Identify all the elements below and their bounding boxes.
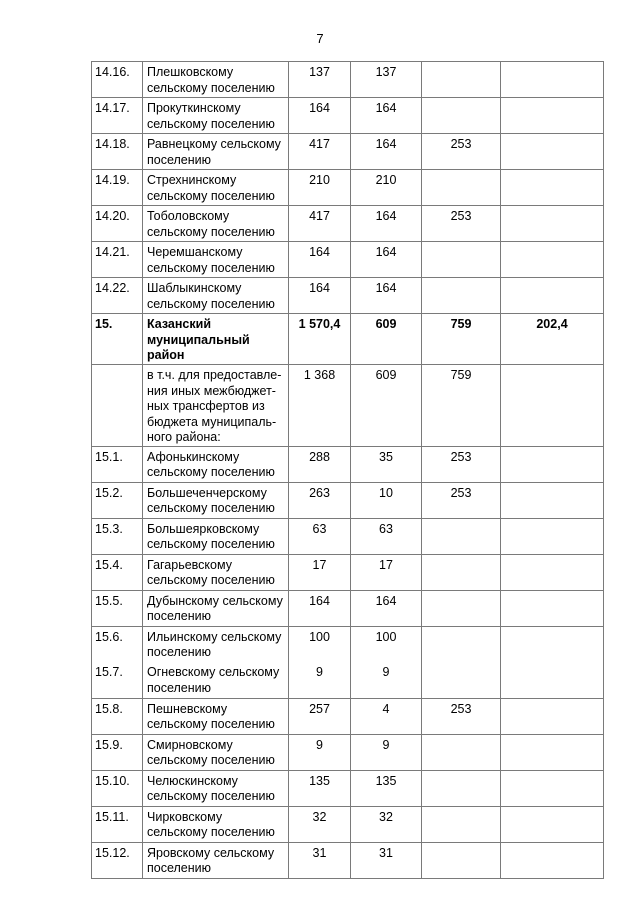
amount-col-3 — [501, 446, 604, 482]
recipient-name — [143, 98, 289, 134]
recipient-name — [143, 206, 289, 242]
amount-col-1 — [351, 806, 422, 842]
amount-col-1 — [351, 482, 422, 518]
amount-col-2 — [422, 278, 501, 314]
table-row — [92, 806, 604, 842]
recipient-name-text: Огневскому сельскому поселению — [147, 665, 280, 695]
amount-col-1-text: 17 — [379, 557, 393, 572]
recipient-name — [143, 365, 289, 447]
recipient-name-text: в т.ч. для предоставле- ния иных межбюджет- ных трансфертов из бюджета муниципаль- ного района: — [147, 368, 282, 444]
row-number-text: 15.10. — [95, 773, 130, 788]
amount-col-3 — [501, 626, 604, 662]
recipient-name — [143, 842, 289, 878]
row-number — [92, 590, 143, 626]
amount-col-1-text: 164 — [375, 101, 397, 115]
amount-col-1 — [351, 554, 422, 590]
table-row — [92, 206, 604, 242]
row-number-text: 14.20. — [95, 209, 130, 223]
total-amount-text: 137 — [309, 65, 330, 79]
row-number-text: 15. — [95, 317, 113, 331]
total-amount-text: 164 — [309, 245, 330, 259]
amount-col-3 — [501, 278, 604, 314]
amount-col-2 — [422, 134, 501, 170]
row-number-text: 14.21. — [95, 245, 130, 259]
amount-col-2 — [422, 770, 501, 806]
amount-col-2 — [422, 806, 501, 842]
total-amount — [289, 365, 351, 447]
row-number — [92, 482, 143, 518]
amount-col-1 — [351, 134, 422, 170]
row-number — [92, 626, 143, 662]
recipient-name-text: Стрехнинскому сельскому поселению — [147, 173, 275, 203]
total-amount — [289, 62, 351, 98]
total-amount-text: 263 — [309, 485, 330, 500]
total-amount-text: 9 — [316, 665, 323, 679]
total-amount — [289, 134, 351, 170]
amount-col-2 — [422, 554, 501, 590]
amount-col-1 — [351, 518, 422, 554]
row-number — [92, 770, 143, 806]
table-row — [92, 662, 604, 698]
row-number — [92, 698, 143, 734]
row-number — [92, 806, 143, 842]
table-row — [92, 62, 604, 98]
amount-col-3 — [501, 206, 604, 242]
amount-col-2 — [422, 98, 501, 134]
total-amount — [289, 626, 351, 662]
total-amount-text: 1 368 — [303, 368, 336, 382]
row-number-text: 15.6. — [95, 629, 123, 644]
recipient-name-text: Дубынскому сельскому поселению — [147, 593, 283, 623]
amount-col-2 — [422, 206, 501, 242]
total-amount — [289, 770, 351, 806]
recipient-name-text: Плешковскому сельскому поселению — [147, 65, 275, 95]
total-amount — [289, 554, 351, 590]
recipient-name — [143, 770, 289, 806]
amount-col-3 — [501, 242, 604, 278]
total-amount-text: 417 — [309, 209, 330, 223]
recipient-name — [143, 518, 289, 554]
amount-col-3 — [501, 554, 604, 590]
total-amount-text: 417 — [309, 137, 330, 151]
table-row — [92, 365, 604, 447]
amount-col-2-text: 253 — [450, 485, 472, 500]
recipient-name — [143, 278, 289, 314]
amount-col-1-text: 164 — [375, 593, 397, 608]
recipient-name — [143, 170, 289, 206]
table-row — [92, 770, 604, 806]
recipient-name-text: Черемшанскому сельскому поселению — [147, 245, 275, 275]
amount-col-1 — [351, 98, 422, 134]
total-amount — [289, 518, 351, 554]
row-number-text: 15.8. — [95, 701, 123, 716]
amount-col-3 — [501, 770, 604, 806]
total-amount-text: 164 — [309, 281, 330, 295]
amount-col-3 — [501, 734, 604, 770]
recipient-name — [143, 590, 289, 626]
amount-col-1 — [351, 770, 422, 806]
amount-col-2-text: 759 — [450, 317, 472, 331]
recipient-name — [143, 698, 289, 734]
amount-col-1-text: 9 — [382, 665, 390, 679]
total-amount-text: 100 — [309, 629, 330, 644]
amount-col-1 — [351, 446, 422, 482]
amount-col-2-text: 253 — [450, 137, 472, 151]
row-number — [92, 365, 143, 447]
row-number-text: 15.1. — [95, 449, 123, 464]
total-amount-text: 164 — [309, 593, 330, 608]
recipient-name-text: Афонькинскому сельскому поселению — [147, 449, 275, 479]
amount-col-2 — [422, 626, 501, 662]
amount-col-3 — [501, 590, 604, 626]
table-row — [92, 518, 604, 554]
row-number — [92, 134, 143, 170]
row-number — [92, 662, 143, 698]
amount-col-1 — [351, 842, 422, 878]
amount-col-1-text: 164 — [375, 209, 397, 223]
table-row — [92, 98, 604, 134]
total-amount-text: 9 — [316, 737, 323, 752]
row-number-text: 15.4. — [95, 557, 123, 572]
row-number-text: 15.3. — [95, 521, 123, 536]
amount-col-2 — [422, 242, 501, 278]
total-amount-text: 288 — [309, 449, 330, 464]
amount-col-1-text: 35 — [379, 449, 393, 464]
total-amount — [289, 314, 351, 365]
amount-col-3 — [501, 662, 604, 698]
amount-col-3-text: 202,4 — [536, 317, 568, 331]
row-number — [92, 314, 143, 365]
amount-col-3 — [501, 62, 604, 98]
amount-col-2 — [422, 590, 501, 626]
table-row — [92, 170, 604, 206]
amount-col-2 — [422, 170, 501, 206]
amount-col-1 — [351, 206, 422, 242]
page-number: 7 — [316, 31, 324, 46]
recipient-name-text: Чирковскому сельскому поселению — [147, 809, 275, 839]
amount-col-2-text: 253 — [450, 449, 472, 464]
amount-col-1-text: 10 — [379, 485, 393, 500]
amount-col-1-text: 63 — [379, 521, 393, 536]
recipient-name — [143, 62, 289, 98]
amount-col-3 — [501, 314, 604, 365]
table-row — [92, 278, 604, 314]
row-number-text: 15.5. — [95, 593, 123, 608]
amount-col-1-text: 135 — [375, 773, 397, 788]
amount-col-1-text: 609 — [375, 368, 397, 382]
table-row — [92, 134, 604, 170]
row-number-text: 15.12. — [95, 845, 130, 860]
total-amount — [289, 734, 351, 770]
row-number-text: 15.2. — [95, 485, 123, 500]
amount-col-1-text: 32 — [379, 809, 393, 824]
total-amount — [289, 842, 351, 878]
total-amount — [289, 446, 351, 482]
row-number-text: 14.19. — [95, 173, 130, 187]
budget-table-body — [92, 62, 604, 879]
recipient-name — [143, 662, 289, 698]
total-amount-text: 17 — [312, 557, 327, 572]
recipient-name — [143, 482, 289, 518]
total-amount — [289, 698, 351, 734]
amount-col-1 — [351, 62, 422, 98]
total-amount — [289, 590, 351, 626]
row-number — [92, 734, 143, 770]
recipient-name-text: Прокуткинскому сельскому поселению — [147, 101, 275, 131]
total-amount-text: 257 — [309, 701, 330, 716]
amount-col-1 — [351, 590, 422, 626]
row-number-text: 14.22. — [95, 281, 130, 295]
row-number-text: 14.16. — [95, 65, 130, 79]
table-row — [92, 482, 604, 518]
amount-col-2 — [422, 482, 501, 518]
amount-col-2 — [422, 698, 501, 734]
amount-col-2 — [422, 446, 501, 482]
amount-col-2 — [422, 518, 501, 554]
amount-col-2 — [422, 314, 501, 365]
amount-col-1 — [351, 626, 422, 662]
amount-col-2-text: 253 — [450, 701, 472, 716]
amount-col-3 — [501, 842, 604, 878]
amount-col-1 — [351, 314, 422, 365]
recipient-name-text: Шаблыкинскому сельскому поселению — [147, 281, 275, 311]
amount-col-3 — [501, 134, 604, 170]
row-number-text: 14.17. — [95, 101, 130, 115]
total-amount-text: 164 — [309, 101, 330, 115]
amount-col-2 — [422, 734, 501, 770]
amount-col-1 — [351, 734, 422, 770]
total-amount — [289, 206, 351, 242]
table-row — [92, 314, 604, 365]
amount-col-1 — [351, 242, 422, 278]
row-number — [92, 842, 143, 878]
recipient-name — [143, 734, 289, 770]
total-amount-text: 31 — [312, 845, 327, 860]
row-number — [92, 554, 143, 590]
row-number — [92, 206, 143, 242]
row-number — [92, 278, 143, 314]
total-amount — [289, 170, 351, 206]
row-number-text: 15.11. — [95, 809, 129, 824]
amount-col-3 — [501, 170, 604, 206]
recipient-name — [143, 806, 289, 842]
recipient-name-text: Пешневскому сельскому поселению — [147, 701, 275, 731]
recipient-name-text: Равнецкому сельскому поселению — [147, 137, 281, 167]
row-number-text: 15.9. — [95, 737, 123, 752]
amount-col-1-text: 210 — [375, 173, 397, 187]
row-number — [92, 98, 143, 134]
row-number-text: 15.7. — [95, 665, 123, 679]
amount-col-1-text: 100 — [375, 629, 397, 644]
amount-col-1 — [351, 365, 422, 447]
total-amount-text: 210 — [309, 173, 330, 187]
amount-col-2 — [422, 365, 501, 447]
row-number — [92, 242, 143, 278]
amount-col-1-text: 164 — [375, 245, 397, 259]
total-amount-text: 32 — [312, 809, 327, 824]
amount-col-3 — [501, 518, 604, 554]
total-amount-text: 63 — [312, 521, 327, 536]
total-amount-text: 135 — [309, 773, 330, 788]
amount-col-1-text: 164 — [375, 281, 397, 295]
row-number — [92, 446, 143, 482]
table-row — [92, 590, 604, 626]
amount-col-2-text: 253 — [450, 209, 472, 223]
row-number — [92, 170, 143, 206]
budget-table — [91, 61, 604, 879]
recipient-name — [143, 554, 289, 590]
table-row — [92, 554, 604, 590]
amount-col-2-text: 759 — [450, 368, 472, 382]
row-number — [92, 518, 143, 554]
amount-col-1-text: 9 — [382, 737, 390, 752]
total-amount — [289, 98, 351, 134]
table-row — [92, 842, 604, 878]
amount-col-3 — [501, 98, 604, 134]
amount-col-2 — [422, 662, 501, 698]
row-number-text: 14.18. — [95, 137, 130, 151]
amount-col-2 — [422, 62, 501, 98]
amount-col-1-text: 4 — [382, 701, 390, 716]
recipient-name-text: Ильинскому сельскому поселению — [147, 629, 282, 659]
amount-col-3 — [501, 698, 604, 734]
recipient-name-text: Яровскому сельскому поселению — [147, 845, 275, 875]
amount-col-1 — [351, 662, 422, 698]
table-row — [92, 242, 604, 278]
table-row — [92, 734, 604, 770]
recipient-name-text: Гагарьевскому сельскому поселению — [147, 557, 275, 587]
recipient-name — [143, 626, 289, 662]
total-amount — [289, 278, 351, 314]
total-amount — [289, 242, 351, 278]
amount-col-2 — [422, 842, 501, 878]
total-amount-text: 1 570,4 — [298, 317, 341, 331]
recipient-name-text: Казанский муниципальный район — [147, 317, 250, 362]
amount-col-1 — [351, 698, 422, 734]
recipient-name — [143, 134, 289, 170]
recipient-name — [143, 314, 289, 365]
recipient-name-text: Большеярковскому сельскому поселению — [147, 521, 275, 551]
amount-col-1-text: 31 — [379, 845, 393, 860]
table-row — [92, 698, 604, 734]
recipient-name-text: Большеченчерскому сельскому поселению — [147, 485, 275, 515]
amount-col-1 — [351, 278, 422, 314]
recipient-name — [143, 242, 289, 278]
recipient-name-text: Тоболовскому сельскому поселению — [147, 209, 275, 239]
amount-col-3 — [501, 365, 604, 447]
total-amount — [289, 482, 351, 518]
total-amount — [289, 662, 351, 698]
table-row — [92, 626, 604, 662]
recipient-name-text: Челюскинскому сельскому поселению — [147, 773, 275, 803]
amount-col-1-text: 609 — [375, 317, 397, 331]
recipient-name-text: Смирновскому сельскому поселению — [147, 737, 275, 767]
row-number — [92, 62, 143, 98]
table-row — [92, 446, 604, 482]
amount-col-3 — [501, 482, 604, 518]
amount-col-3 — [501, 806, 604, 842]
amount-col-1-text: 137 — [375, 65, 397, 79]
recipient-name — [143, 446, 289, 482]
amount-col-1 — [351, 170, 422, 206]
amount-col-1-text: 164 — [375, 137, 397, 151]
total-amount — [289, 806, 351, 842]
